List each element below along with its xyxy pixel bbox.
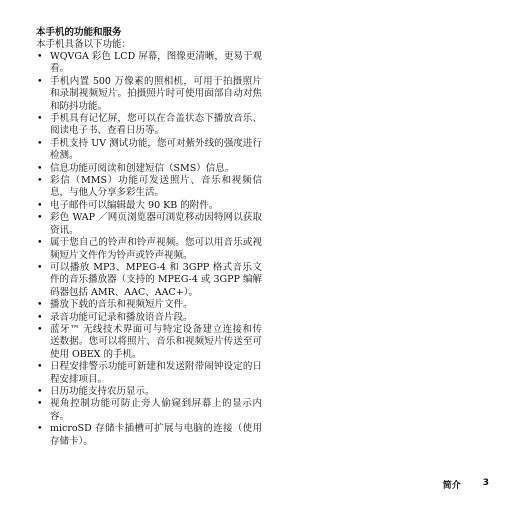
feature-text: 属于您自己的铃声和铃声视频。您可以用音乐或视频短片文件作为铃声或铃声视频。 bbox=[50, 237, 262, 261]
feature-item bbox=[36, 138, 262, 163]
bullet-icon: • bbox=[37, 261, 43, 273]
feature-item bbox=[36, 200, 262, 212]
feature-text: 手机具有记忆屏，您可以在合盖状态下播放音乐、阅读电子书、查看日历等。 bbox=[50, 113, 262, 137]
feature-item bbox=[36, 212, 262, 237]
feature-text: 日历功能支持农历显示。 bbox=[50, 385, 155, 397]
feature-item bbox=[36, 76, 262, 113]
bullet-icon: • bbox=[37, 423, 43, 435]
bullet-icon: • bbox=[37, 237, 43, 249]
feature-item bbox=[36, 312, 262, 324]
feature-item bbox=[36, 175, 262, 200]
feature-item bbox=[36, 361, 262, 386]
bullet-icon: • bbox=[37, 162, 43, 174]
bullet-icon: • bbox=[37, 113, 43, 125]
feature-text: 蓝牙™ 无线技术界面可与特定设备建立连接和传送数据。您可以将照片、音乐和视频短片传送至可使用 OBEX 的手机。 bbox=[50, 323, 262, 360]
section-intro: 本手机具备以下功能： bbox=[36, 39, 132, 50]
bullet-icon: • bbox=[37, 311, 43, 323]
bullet-icon: • bbox=[37, 51, 43, 62]
page-content bbox=[36, 27, 262, 448]
feature-item bbox=[36, 299, 262, 311]
feature-item bbox=[36, 324, 262, 361]
feature-text: 彩色 WAP ／网页浏览器可浏览移动因特网以获取资讯。 bbox=[50, 212, 262, 236]
feature-item bbox=[36, 163, 262, 175]
page-footer bbox=[443, 478, 489, 491]
feature-text: 手机支持 UV 测试功能，您可对紫外线的强度进行检测。 bbox=[50, 137, 262, 162]
feature-item bbox=[36, 398, 262, 423]
feature-item bbox=[36, 423, 262, 448]
feature-text: 电子邮件可以编辑最大 90 KB 的附件。 bbox=[50, 199, 219, 211]
section-title: 本手机的功能和服务 bbox=[36, 27, 122, 38]
feature-item bbox=[36, 386, 262, 398]
bullet-icon: • bbox=[37, 299, 43, 311]
feature-text: 播放下载的音乐和视频短片文件。 bbox=[50, 299, 193, 311]
bullet-icon: • bbox=[37, 199, 43, 211]
chapter-label: 简介 bbox=[442, 481, 461, 491]
feature-text: WQVGA 彩色 LCD 屏幕，图像更清晰，更易于观看。 bbox=[50, 51, 262, 75]
feature-item bbox=[36, 113, 262, 138]
feature-text: 录音功能可记录和播放语音片段。 bbox=[50, 311, 193, 323]
bullet-icon: • bbox=[37, 385, 43, 397]
feature-text: 视角控制功能可防止旁人偷窥到屏幕上的显示内容。 bbox=[50, 398, 262, 422]
bullet-icon: • bbox=[37, 75, 43, 87]
feature-text: 可以播放 MP3、MPEG-4 和 3GPP 格式音乐文件的音乐播放器（支持的 MPEG-4 或 3GPP 编解码器包括 AMR、AAC、AAC+）。 bbox=[50, 261, 262, 298]
feature-text: microSD 存储卡插槽可扩展与电脑的连接（使用存储卡）。 bbox=[50, 423, 262, 447]
feature-item bbox=[36, 237, 262, 262]
feature-item bbox=[36, 262, 262, 299]
feature-item bbox=[36, 51, 262, 76]
feature-text: 彩信（MMS）功能可发送照片、音乐和视频信息，与他人分享多彩生活。 bbox=[50, 175, 262, 199]
feature-list bbox=[36, 51, 262, 448]
bullet-icon: • bbox=[37, 361, 43, 373]
bullet-icon: • bbox=[37, 175, 43, 187]
bullet-icon: • bbox=[37, 212, 43, 224]
feature-text: 信息功能可阅读和创建短信（SMS）信息。 bbox=[50, 162, 235, 174]
bullet-icon: • bbox=[37, 398, 43, 410]
feature-text: 日程安排警示功能可新建和发送附带闹钟设定的日程安排项目。 bbox=[50, 361, 262, 385]
feature-text: 手机内置 500 万像素的照相机，可用于拍摄照片和录制视频短片。拍摄照片时可使用面部自动对焦和防抖功能。 bbox=[50, 75, 262, 112]
bullet-icon: • bbox=[37, 323, 43, 335]
page-number: 3 bbox=[482, 478, 489, 488]
bullet-icon: • bbox=[37, 137, 43, 149]
